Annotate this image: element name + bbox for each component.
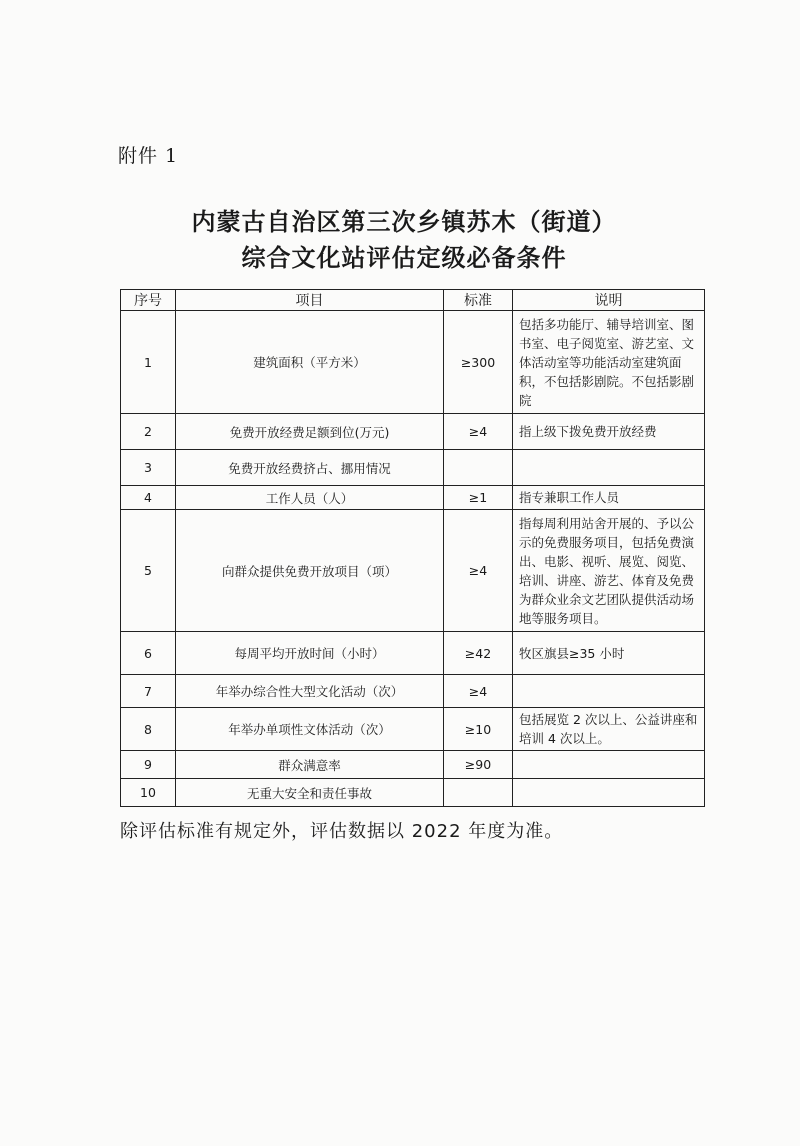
table-row <box>121 510 705 632</box>
row-number: 4 <box>121 486 176 510</box>
row-note <box>513 779 705 807</box>
row-item: 年举办单项性文体活动（次） <box>176 708 444 751</box>
document-title-line2: 综合文化站评估定级必备条件 <box>241 244 567 272</box>
row-item: 免费开放经费足额到位(万元) <box>176 414 444 450</box>
table-row <box>121 675 705 708</box>
row-standard: ≥90 <box>444 751 513 779</box>
row-note <box>513 675 705 708</box>
header-note: 说明 <box>513 290 705 311</box>
row-note: 指上级下拨免费开放经费 <box>513 414 705 450</box>
row-item: 无重大安全和责任事故 <box>176 779 444 807</box>
row-number: 6 <box>121 632 176 675</box>
row-standard <box>444 450 513 486</box>
row-number: 10 <box>121 779 176 807</box>
table-header-row <box>121 290 705 311</box>
row-item: 工作人员（人） <box>176 486 444 510</box>
table-row <box>121 779 705 807</box>
row-note: 牧区旗县≥35 小时 <box>513 632 705 675</box>
header-number: 序号 <box>121 290 176 311</box>
table-row <box>121 414 705 450</box>
row-standard: ≥4 <box>444 510 513 632</box>
table-row <box>121 450 705 486</box>
row-standard: ≥10 <box>444 708 513 751</box>
row-item: 群众满意率 <box>176 751 444 779</box>
header-item: 项目 <box>176 290 444 311</box>
row-number: 2 <box>121 414 176 450</box>
row-number: 9 <box>121 751 176 779</box>
table-row <box>121 751 705 779</box>
attachment-label: 附件 1 <box>118 145 179 167</box>
row-standard <box>444 779 513 807</box>
row-number: 7 <box>121 675 176 708</box>
row-note: 指专兼职工作人员 <box>513 486 705 510</box>
row-note: 包括展览 2 次以上、公益讲座和培训 4 次以上。 <box>513 708 705 751</box>
row-standard: ≥4 <box>444 675 513 708</box>
header-standard: 标准 <box>444 290 513 311</box>
table-row <box>121 632 705 675</box>
requirements-table <box>120 289 705 807</box>
row-number: 8 <box>121 708 176 751</box>
row-number: 1 <box>121 311 176 414</box>
row-item: 年举办综合性大型文化活动（次） <box>176 675 444 708</box>
row-note: 包括多功能厅、辅导培训室、图书室、电子阅览室、游艺室、文体活动室等功能活动室建筑面积，不包括影剧院。不包括影剧院 <box>513 311 705 414</box>
row-note <box>513 751 705 779</box>
row-item: 建筑面积（平方米） <box>176 311 444 414</box>
row-note <box>513 450 705 486</box>
row-item: 免费开放经费挤占、挪用情况 <box>176 450 444 486</box>
row-standard: ≥42 <box>444 632 513 675</box>
row-number: 3 <box>121 450 176 486</box>
document-title-line1: 内蒙古自治区第三次乡镇苏木（街道） <box>191 208 617 236</box>
table-row <box>121 486 705 510</box>
row-number: 5 <box>121 510 176 632</box>
row-note: 指每周利用站舍开展的、予以公示的免费服务项目，包括免费演出、电影、视听、展览、阅览、培训、讲座、游艺、体育及免费为群众业余文艺团队提供活动场地等服务项目。 <box>513 510 705 632</box>
table-row <box>121 708 705 751</box>
row-standard: ≥300 <box>444 311 513 414</box>
table-row <box>121 311 705 414</box>
row-item: 每周平均开放时间（小时） <box>176 632 444 675</box>
row-standard: ≥4 <box>444 414 513 450</box>
footer-note: 除评估标准有规定外，评估数据以 2022 年度为准。 <box>120 821 564 842</box>
row-item: 向群众提供免费开放项目（项） <box>176 510 444 632</box>
row-standard: ≥1 <box>444 486 513 510</box>
